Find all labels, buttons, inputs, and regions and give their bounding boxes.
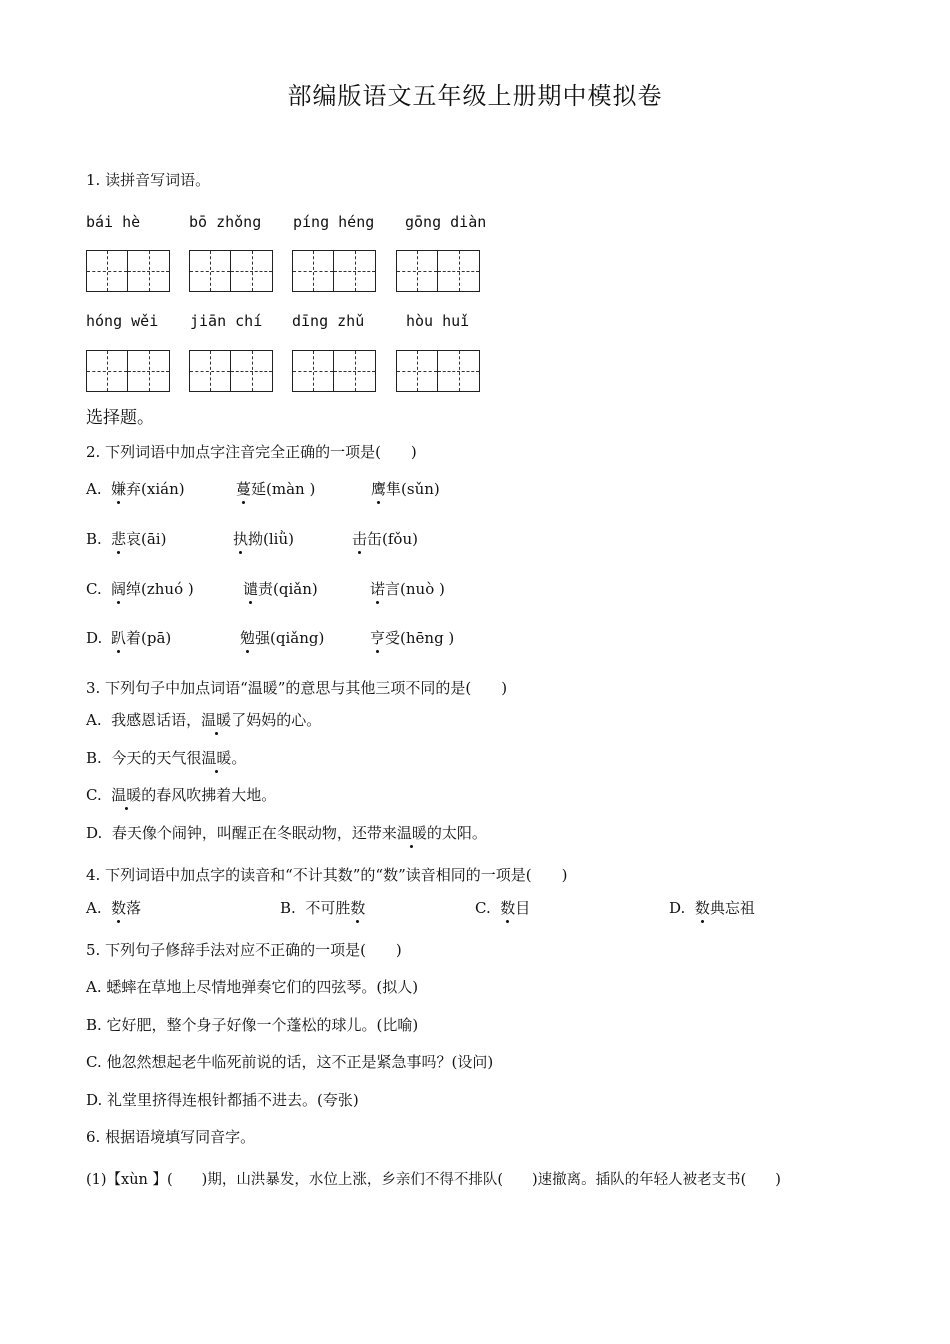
- option-text: 。: [231, 749, 247, 767]
- question-6-stem: 6. 根据语境填写同音字。: [86, 1128, 256, 1146]
- option-label: D.: [86, 824, 103, 842]
- dotted-char: 数: [350, 899, 366, 917]
- option-text: 拗(liǜ): [248, 530, 294, 548]
- q4-option-b[interactable]: [280, 898, 365, 918]
- option-label: C.: [86, 580, 102, 598]
- q2-option-b[interactable]: [86, 529, 418, 549]
- option-label: A.: [86, 480, 102, 498]
- q3-option-d[interactable]: [86, 823, 487, 843]
- writing-grid-3[interactable]: [292, 250, 376, 292]
- option-label: B.: [280, 899, 296, 917]
- option-text: 了妈妈的心。: [231, 711, 322, 729]
- dotted-word: 温暖: [396, 824, 427, 842]
- option-label: C.: [475, 899, 491, 917]
- option-text: 言(nuò ): [385, 580, 445, 598]
- dotted-char: 谴: [243, 580, 259, 598]
- dotted-char: 亨: [370, 629, 386, 647]
- option-text: 责(qiǎn): [258, 580, 318, 598]
- question-1-stem: 1. 读拼音写词语。: [86, 171, 211, 189]
- option-text: 绰(zhuó ): [126, 580, 194, 598]
- option-label: C.: [86, 786, 102, 804]
- q5-option-c[interactable]: C. 他忽然想起老牛临死前说的话，这不正是紧急事吗？(设问): [86, 1053, 494, 1071]
- dotted-char: 趴: [111, 629, 127, 647]
- section-heading: 选择题。: [86, 408, 154, 428]
- dotted-char: 执: [233, 530, 249, 548]
- option-text: 典忘祖: [709, 899, 755, 917]
- writing-grid-6[interactable]: [189, 350, 273, 392]
- q4-option-d[interactable]: [669, 898, 755, 918]
- option-text: 哀(āi): [126, 530, 167, 548]
- pinyin-7: dīng zhǔ: [292, 312, 365, 330]
- writing-grid-2[interactable]: [189, 250, 273, 292]
- q3-option-b[interactable]: [86, 748, 246, 768]
- dotted-char: 击: [352, 530, 368, 548]
- writing-grid-8[interactable]: [396, 350, 480, 392]
- option-text: 的春风吹拂着大地。: [141, 786, 277, 804]
- page-title: 部编版语文五年级上册期中模拟卷: [287, 82, 663, 110]
- option-text: 缶(fǒu): [367, 530, 418, 548]
- option-text: 延(màn ): [251, 480, 316, 498]
- dotted-char: 悲: [111, 530, 127, 548]
- option-label: D.: [669, 899, 686, 917]
- option-text: 目: [515, 899, 531, 917]
- q2-option-c[interactable]: [86, 579, 445, 599]
- dotted-char: 鹰: [371, 480, 387, 498]
- pinyin-2: bō zhǒng: [189, 213, 262, 231]
- dotted-char: 数: [694, 899, 710, 917]
- dotted-char: 勉: [240, 629, 256, 647]
- pinyin-4: gōng diàn: [405, 213, 487, 231]
- option-label: B.: [86, 749, 102, 767]
- question-5-stem: 5. 下列句子修辞手法对应不正确的一项是( ): [86, 941, 402, 959]
- dotted-word: 温暖: [111, 786, 142, 804]
- option-text: 着(pā): [126, 629, 172, 647]
- dotted-char: 蔓: [236, 480, 252, 498]
- option-text: 我感恩话语，: [111, 711, 202, 729]
- q4-option-a[interactable]: [86, 898, 141, 918]
- writing-grid-4[interactable]: [396, 250, 480, 292]
- option-text: 落: [126, 899, 142, 917]
- option-label: A.: [86, 711, 102, 729]
- dotted-char: 数: [500, 899, 516, 917]
- option-text: 不可胜: [305, 899, 351, 917]
- pinyin-6: jiān chí: [190, 312, 263, 330]
- pinyin-5: hóng wěi: [86, 312, 159, 330]
- q5-option-d[interactable]: D. 礼堂里挤得连根针都插不进去。(夸张): [86, 1091, 359, 1109]
- option-label: B.: [86, 530, 102, 548]
- dotted-char: 阔: [111, 580, 127, 598]
- option-text: 受(hēng ): [385, 629, 455, 647]
- q5-option-b[interactable]: B. 它好肥，整个身子好像一个蓬松的球儿。(比喻): [86, 1016, 419, 1034]
- question-4-stem: 4. 下列词语中加点字的读音和“不计其数”的“数”读音相同的一项是( ): [86, 866, 568, 884]
- option-label: D.: [86, 629, 103, 647]
- option-text: 今天的天气很: [111, 749, 202, 767]
- option-text: 强(qiǎng): [255, 629, 325, 647]
- question-3-stem: 3. 下列句子中加点词语“温暖”的意思与其他三项不同的是( ): [86, 679, 508, 697]
- dotted-char: 嫌: [111, 480, 127, 498]
- q2-option-a[interactable]: [86, 479, 440, 499]
- question-2-stem: 2. 下列词语中加点字注音完全正确的一项是( ): [86, 443, 417, 461]
- writing-grid-1[interactable]: [86, 250, 170, 292]
- dotted-char: 数: [111, 899, 127, 917]
- option-label: A.: [86, 899, 102, 917]
- pinyin-8: hòu huǐ: [406, 312, 470, 330]
- writing-grid-7[interactable]: [292, 350, 376, 392]
- dotted-word: 温暖: [201, 749, 232, 767]
- q2-option-d[interactable]: [86, 628, 455, 648]
- q5-option-a[interactable]: A. 蟋蟀在草地上尽情地弹奏它们的四弦琴。(拟人): [86, 978, 419, 996]
- q4-option-c[interactable]: [475, 898, 530, 918]
- option-text: 弃(xián): [126, 480, 185, 498]
- option-text: 隼(sǔn): [386, 480, 440, 498]
- q3-option-a[interactable]: [86, 710, 321, 730]
- question-6-line-1: (1)【xùn 】( )期，山洪暴发，水位上涨，乡亲们不得不排队( )速撤离。插队的年轻人被老支书( ): [86, 1172, 781, 1188]
- q3-option-c[interactable]: [86, 785, 276, 805]
- dotted-char: 诺: [370, 580, 386, 598]
- pinyin-3: píng héng: [293, 213, 375, 231]
- writing-grid-5[interactable]: [86, 350, 170, 392]
- dotted-word: 温暖: [201, 711, 232, 729]
- pinyin-1: bái hè: [86, 213, 141, 231]
- option-text: 的太阳。: [426, 824, 487, 842]
- option-text: 春天像个闹钟，叫醒正在冬眠动物，还带来: [111, 824, 397, 842]
